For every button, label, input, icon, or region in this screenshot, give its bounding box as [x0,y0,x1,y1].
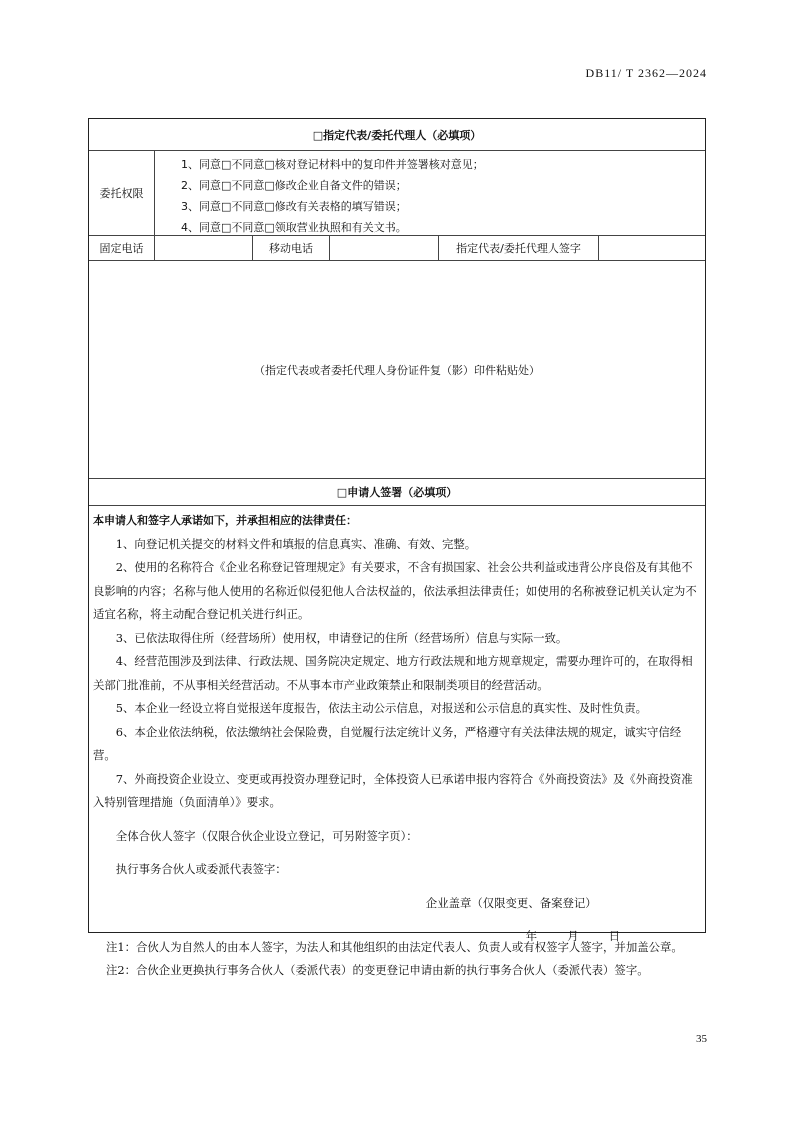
page-number: 35 [696,1033,707,1045]
commitment-item: 1、向登记机关提交的材料文件和填报的信息真实、准确、有效、完整。 [115,536,477,551]
mobile-phone-field[interactable] [330,236,439,260]
commitment-item: 7、外商投资企业设立、变更或再投资办理登记时，全体投资人已承诺申报内容符合《外商投资法》及《外商投资准入特别管理措施（负面清单）》要求。 [93,771,693,809]
id-paste-area: （指定代表或者委托代理人身份证件复（影）印件粘贴处） [89,261,705,479]
commitment-item: 2、使用的名称符合《企业名称登记管理规定》有关要求，不含有损国家、社会公共利益或违背公序良俗及有其他不良影响的内容；名称与他人使用的名称近似侵犯他人合法权益的，依法承担法律责任；如使用的名称被登记机关认定为不适宜名称，将主动配合登记机关进行纠正。 [93,560,697,621]
authority-list [155,151,705,235]
standard-number: DB11/ T 2362—2024 [585,66,707,80]
note-2: 注2：合伙企业更换执行事务合伙人（委派代表）的变更登记申请由新的执行事务合伙人（委派代表）签字。 [106,963,649,977]
all-partners-signature[interactable]: 全体合伙人签字（仅限合伙企业设立登记，可另附签字页）： [115,828,418,843]
contact-row [89,236,705,261]
applicant-commitments [89,506,705,943]
agent-signature-label: 指定代表/委托代理人签字 [439,236,599,260]
commitment-item: 6、本企业依法纳税，依法缴纳社会保险费，自觉履行法定统计义务，严格遵守有关法律法规的规定，诚实守信经营。 [93,724,682,762]
agent-signature-field[interactable] [599,236,705,260]
commitment-lead: 本申请人和签字人承诺如下，并承担相应的法律责任： [93,514,357,527]
notes [106,936,683,982]
date-day: 日 [608,929,621,943]
authority-label: 委托权限 [89,151,155,235]
authority-item[interactable]: 2、同意□不同意□修改企业自备文件的错误； [181,179,407,192]
executive-partner-signature[interactable]: 执行事务合伙人或委派代表签字： [115,862,287,876]
application-form-table [88,118,706,943]
authority-item[interactable]: 1、同意□不同意□核对登记材料中的复印件并签署核对意见； [181,158,484,171]
applicant-section-title: □申请人签署（必填项） [89,479,705,506]
authority-row [89,151,705,236]
fixed-phone-field[interactable] [155,236,253,260]
authority-item[interactable]: 4、同意□不同意□领取营业执照和有关文书。 [181,221,407,234]
commitment-item: 5、本企业一经设立将自觉报送年度报告，依法主动公示信息，对报送和公示信息的真实性、及时性负责。 [115,701,648,715]
authority-item[interactable]: 3、同意□不同意□修改有关表格的填写错误； [181,200,407,213]
date-year: 年 [525,929,538,943]
company-seal[interactable]: 企业盖章（仅限变更、备案登记） [425,895,597,910]
fixed-phone-label: 固定电话 [89,236,155,260]
date-month: 月 [567,929,579,943]
mobile-phone-label: 移动电话 [253,236,330,260]
note-1: 注1：合伙人为自然人的由本人签字，为法人和其他组织的由法定代表人、负责人或有权签字人签字，并加盖公章。 [106,940,683,954]
agent-section-title: □指定代表/委托代理人（必填项） [89,119,705,151]
commitment-item: 4、经营范围涉及到法律、行政法规、国务院决定规定、地方行政法规和地方规章规定，需要办理许可的，在取得相关部门批准前，不从事相关经营活动。不从事本市产业政策禁止和限制类项目的经营活动。 [93,654,693,692]
commitment-item: 3、已依法取得住所（经营场所）使用权，申请登记的住所（经营场所）信息与实际一致。 [115,630,568,645]
